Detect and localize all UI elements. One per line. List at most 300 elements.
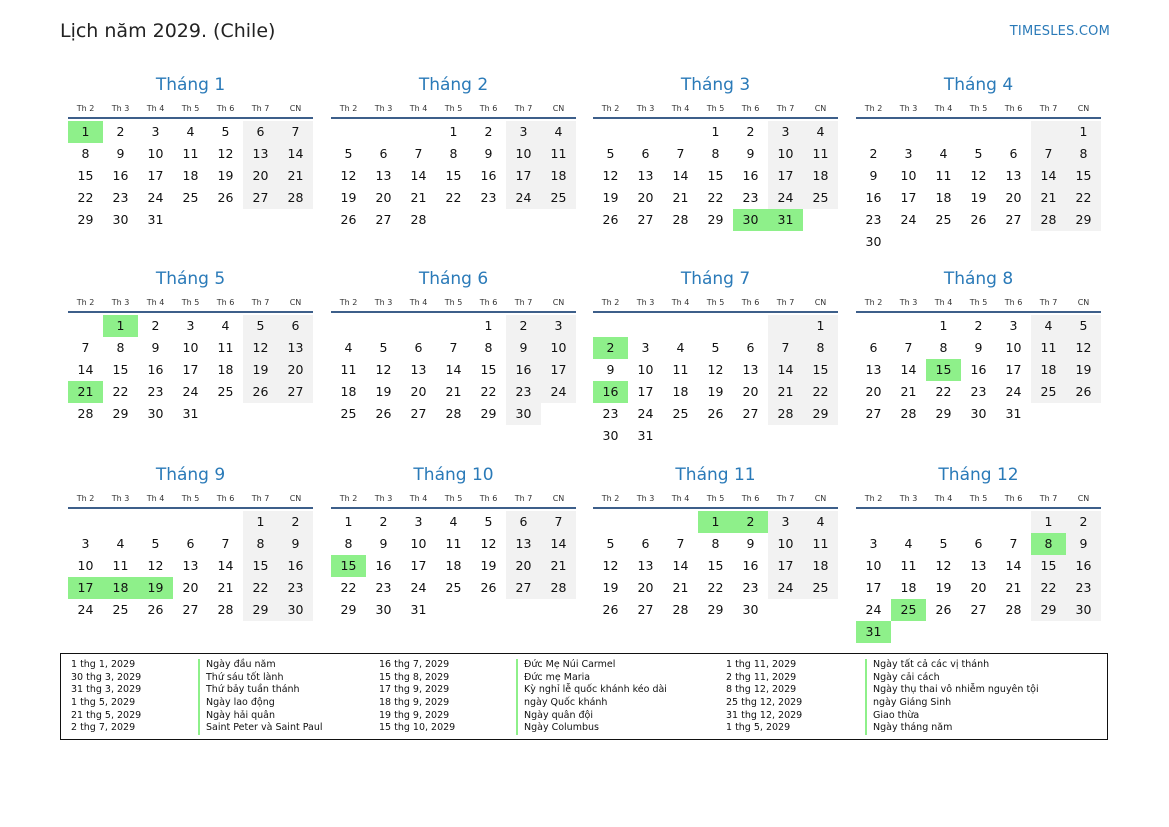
day-cell: 30 — [865, 234, 882, 249]
day-cell: 12 — [147, 558, 164, 573]
day-cell: 20 — [243, 165, 278, 187]
day-cell: 20 — [865, 384, 882, 399]
day-cell: 25 — [672, 406, 689, 421]
day-cell: 13 — [1005, 168, 1022, 183]
header-divider — [331, 311, 576, 313]
day-cell: 4 — [939, 146, 948, 161]
day-cell: 13 — [637, 168, 654, 183]
weekday-label: Th 5 — [706, 494, 725, 503]
day-cell: 4 — [221, 318, 230, 333]
weekday-label: Th 4 — [409, 494, 428, 503]
legend-date: 30 thg 3, 2029 — [71, 671, 142, 683]
day-cell: 29 — [1031, 599, 1066, 621]
day-cell: 26 — [340, 212, 357, 227]
day-cell: 22 — [77, 190, 94, 205]
day-cell: 15 — [77, 168, 94, 183]
header-divider — [856, 311, 1101, 313]
day-cell: 8 — [711, 146, 720, 161]
day-cell: 10 — [147, 146, 164, 161]
weekday-label: Th 7 — [514, 494, 533, 503]
header-divider — [68, 507, 313, 509]
weekday-label: Th 6 — [741, 104, 760, 113]
month-title: Tháng 1 — [155, 75, 226, 95]
header-divider — [593, 117, 838, 119]
day-cell: 6 — [186, 536, 195, 551]
weekday-label: Th 4 — [146, 494, 165, 503]
day-grid — [68, 121, 313, 231]
day-cell: 5 — [243, 315, 278, 337]
legend-holiday-name: Ngày hải quân — [198, 710, 323, 723]
day-cell: 10 — [410, 536, 427, 551]
day-cell: 7 — [221, 536, 230, 551]
day-cell: 7 — [81, 340, 90, 355]
weekday-label: Th 6 — [1004, 298, 1023, 307]
day-cell: 26 — [147, 602, 164, 617]
day-cell: 12 — [602, 168, 619, 183]
weekday-label: Th 5 — [181, 104, 200, 113]
day-cell: 20 — [970, 580, 987, 595]
day-cell: 28 — [900, 406, 917, 421]
day-cell: 19 — [243, 359, 278, 381]
day-cell: 28 — [445, 406, 462, 421]
day-cell: 28 — [672, 212, 689, 227]
month-title: Tháng 10 — [413, 465, 494, 485]
empty-day-cell — [733, 315, 768, 337]
weekday-label: Th 6 — [216, 298, 235, 307]
weekday-header — [331, 491, 576, 507]
day-cell: 3 — [414, 514, 423, 529]
header-divider — [331, 117, 576, 119]
day-cell: 4 — [449, 514, 458, 529]
day-cell: 2 — [116, 124, 125, 139]
day-cell: 14 — [217, 558, 234, 573]
weekday-label: CN — [552, 104, 565, 113]
empty-day-cell — [401, 121, 436, 143]
month-title: Tháng 3 — [680, 75, 751, 95]
day-cell: 25 — [803, 187, 838, 209]
day-cell: 29 — [707, 602, 724, 617]
day-cell: 28 — [410, 212, 427, 227]
day-cell: 31 — [147, 212, 164, 227]
day-cell: 6 — [869, 340, 878, 355]
empty-day-cell — [103, 511, 138, 533]
weekday-label: Th 5 — [444, 494, 463, 503]
day-cell: 1 — [484, 318, 493, 333]
day-cell: 28 — [217, 602, 234, 617]
legend-holiday-name: Ngày tháng năm — [865, 722, 1039, 735]
day-cell: 30 — [742, 602, 759, 617]
day-cell: 9 — [1066, 533, 1101, 555]
day-cell: 10 — [1005, 340, 1022, 355]
empty-day-cell — [856, 315, 891, 337]
weekday-label: Th 6 — [479, 494, 498, 503]
day-cell: 31 — [1005, 406, 1022, 421]
day-cell: 17 — [541, 359, 576, 381]
day-cell: 23 — [1066, 577, 1101, 599]
day-cell: 27 — [865, 406, 882, 421]
weekday-header — [593, 101, 838, 117]
day-cell: 3 — [151, 124, 160, 139]
empty-day-cell — [698, 315, 733, 337]
empty-day-cell — [856, 511, 891, 533]
legend-holiday-name: ngày Quốc khánh — [516, 697, 667, 710]
day-cell: 20 — [637, 580, 654, 595]
weekday-label: CN — [814, 494, 827, 503]
day-cell: 20 — [637, 190, 654, 205]
day-cell: 17 — [182, 362, 199, 377]
day-cell: 4 — [541, 121, 576, 143]
day-cell: 23 — [480, 190, 497, 205]
day-cell: 2 — [869, 146, 878, 161]
day-cell: 18 — [340, 384, 357, 399]
day-cell: 23 — [147, 384, 164, 399]
legend-holiday-name: Ngày cải cách — [865, 672, 1039, 685]
day-cell: 22 — [340, 580, 357, 595]
day-cell: 21 — [410, 190, 427, 205]
weekday-label: Th 2 — [864, 298, 883, 307]
day-cell: 3 — [506, 121, 541, 143]
day-cell: 21 — [1031, 187, 1066, 209]
empty-day-cell — [961, 511, 996, 533]
month-title: Tháng 6 — [418, 269, 489, 289]
day-cell: 13 — [278, 337, 313, 359]
weekday-label: Th 7 — [776, 494, 795, 503]
day-cell: 15 — [707, 558, 724, 573]
day-cell: 6 — [641, 536, 650, 551]
day-cell: 3 — [1009, 318, 1018, 333]
weekday-label: Th 2 — [601, 104, 620, 113]
day-cell: 12 — [970, 168, 987, 183]
day-cell: 29 — [112, 406, 129, 421]
day-cell: 22 — [480, 384, 497, 399]
holiday-day-cell: 2 — [733, 511, 768, 533]
weekday-label: Th 7 — [776, 104, 795, 113]
month-1 — [68, 73, 313, 231]
legend-date: 2 thg 11, 2029 — [726, 671, 797, 683]
weekday-label: Th 4 — [146, 104, 165, 113]
day-cell: 24 — [77, 602, 94, 617]
day-cell: 27 — [506, 577, 541, 599]
day-cell: 3 — [641, 340, 650, 355]
weekday-label: CN — [552, 298, 565, 307]
empty-day-cell — [663, 121, 698, 143]
day-cell: 31 — [410, 602, 427, 617]
day-cell: 24 — [147, 190, 164, 205]
day-cell: 26 — [602, 602, 619, 617]
day-cell: 12 — [243, 337, 278, 359]
holiday-day-cell: 1 — [68, 121, 103, 143]
empty-day-cell — [68, 511, 103, 533]
day-cell: 13 — [506, 533, 541, 555]
day-cell: 24 — [182, 384, 199, 399]
day-cell: 12 — [935, 558, 952, 573]
month-title: Tháng 11 — [675, 465, 756, 485]
weekday-label: CN — [1077, 298, 1090, 307]
day-cell: 14 — [445, 362, 462, 377]
day-cell: 8 — [344, 536, 353, 551]
day-cell: 10 — [865, 558, 882, 573]
day-cell: 11 — [1031, 337, 1066, 359]
weekday-label: CN — [289, 298, 302, 307]
day-cell: 30 — [970, 406, 987, 421]
month-7 — [593, 267, 838, 447]
day-cell: 23 — [278, 577, 313, 599]
day-cell: 7 — [1031, 143, 1066, 165]
day-cell: 25 — [803, 577, 838, 599]
day-cell: 10 — [768, 143, 803, 165]
weekday-label: Th 5 — [444, 298, 463, 307]
empty-day-cell — [208, 511, 243, 533]
header-divider — [68, 117, 313, 119]
weekday-label: Th 7 — [1039, 298, 1058, 307]
day-cell: 4 — [116, 536, 125, 551]
day-cell: 28 — [77, 406, 94, 421]
day-cell: 14 — [410, 168, 427, 183]
day-grid — [68, 511, 313, 621]
month-9 — [68, 463, 313, 621]
day-cell: 24 — [1005, 384, 1022, 399]
weekday-label: Th 5 — [181, 298, 200, 307]
day-cell: 5 — [939, 536, 948, 551]
day-cell: 27 — [182, 602, 199, 617]
legend-date: 31 thg 3, 2029 — [71, 684, 142, 696]
day-cell: 17 — [768, 555, 803, 577]
legend-holiday-name: Giao thừa — [865, 710, 1039, 723]
day-cell: 30 — [147, 406, 164, 421]
day-cell: 18 — [1031, 359, 1066, 381]
day-cell: 11 — [803, 533, 838, 555]
page-title: Lịch năm 2029. (Chile) — [60, 20, 276, 42]
day-cell: 9 — [484, 146, 493, 161]
day-cell: 6 — [278, 315, 313, 337]
day-cell: 18 — [672, 384, 689, 399]
weekday-label: CN — [289, 494, 302, 503]
empty-day-cell — [663, 511, 698, 533]
day-cell: 5 — [974, 146, 983, 161]
day-cell: 19 — [707, 384, 724, 399]
day-cell: 23 — [865, 212, 882, 227]
empty-day-cell — [593, 511, 628, 533]
empty-day-cell — [68, 315, 103, 337]
weekday-label: Th 2 — [864, 104, 883, 113]
header-divider — [856, 507, 1101, 509]
empty-day-cell — [331, 315, 366, 337]
day-cell: 18 — [803, 555, 838, 577]
day-cell: 9 — [869, 168, 878, 183]
site-link[interactable]: TIMESLES.COM — [1009, 24, 1110, 39]
empty-day-cell — [138, 511, 173, 533]
weekday-label: Th 6 — [479, 298, 498, 307]
day-cell: 23 — [602, 406, 619, 421]
month-title: Tháng 5 — [155, 269, 226, 289]
empty-day-cell — [628, 315, 663, 337]
day-cell: 11 — [340, 362, 357, 377]
month-title: Tháng 12 — [938, 465, 1019, 485]
day-cell: 10 — [768, 533, 803, 555]
day-cell: 26 — [480, 580, 497, 595]
day-cell: 21 — [217, 580, 234, 595]
weekday-header — [68, 101, 313, 117]
weekday-label: Th 4 — [409, 298, 428, 307]
day-cell: 17 — [637, 384, 654, 399]
weekday-label: Th 3 — [111, 298, 130, 307]
day-cell: 24 — [768, 577, 803, 599]
day-cell: 28 — [1031, 209, 1066, 231]
day-cell: 16 — [865, 190, 882, 205]
empty-day-cell — [996, 121, 1031, 143]
day-cell: 12 — [340, 168, 357, 183]
empty-day-cell — [891, 315, 926, 337]
holiday-day-cell: 1 — [698, 511, 733, 533]
legend-holiday-name: Thứ sáu tốt lành — [198, 672, 323, 685]
day-cell: 14 — [278, 143, 313, 165]
day-cell: 26 — [1066, 381, 1101, 403]
day-cell: 8 — [803, 337, 838, 359]
day-cell: 21 — [278, 165, 313, 187]
holiday-day-cell: 31 — [856, 621, 891, 643]
empty-day-cell — [628, 511, 663, 533]
day-cell: 3 — [768, 511, 803, 533]
weekday-header — [593, 295, 838, 311]
holiday-day-cell: 8 — [1031, 533, 1066, 555]
legend-names-col-2 — [516, 659, 667, 735]
day-cell: 28 — [278, 187, 313, 209]
empty-day-cell — [1031, 121, 1066, 143]
day-cell: 8 — [116, 340, 125, 355]
holiday-day-cell: 2 — [593, 337, 628, 359]
day-cell: 18 — [935, 190, 952, 205]
day-cell: 27 — [375, 212, 392, 227]
day-cell: 13 — [410, 362, 427, 377]
day-cell: 9 — [116, 146, 125, 161]
day-cell: 1 — [1066, 121, 1101, 143]
day-cell: 18 — [445, 558, 462, 573]
empty-day-cell — [593, 315, 628, 337]
day-cell: 3 — [81, 536, 90, 551]
holiday-day-cell: 15 — [926, 359, 961, 381]
day-cell: 24 — [506, 187, 541, 209]
day-cell: 21 — [768, 381, 803, 403]
day-cell: 21 — [672, 190, 689, 205]
legend-date: 21 thg 5, 2029 — [71, 709, 142, 721]
day-cell: 12 — [375, 362, 392, 377]
month-title: Tháng 2 — [418, 75, 489, 95]
day-cell: 17 — [900, 190, 917, 205]
day-cell: 2 — [484, 124, 493, 139]
legend-date: 18 thg 9, 2029 — [379, 697, 450, 709]
weekday-header — [856, 101, 1101, 117]
weekday-label: Th 6 — [741, 494, 760, 503]
day-cell: 23 — [506, 381, 541, 403]
day-cell: 19 — [375, 384, 392, 399]
day-cell: 27 — [278, 381, 313, 403]
weekday-header — [593, 491, 838, 507]
day-cell: 4 — [186, 124, 195, 139]
day-cell: 7 — [904, 340, 913, 355]
weekday-label: Th 5 — [706, 104, 725, 113]
day-cell: 17 — [768, 165, 803, 187]
day-cell: 6 — [974, 536, 983, 551]
day-cell: 10 — [506, 143, 541, 165]
day-cell: 20 — [182, 580, 199, 595]
day-cell: 9 — [606, 362, 615, 377]
day-cell: 7 — [449, 340, 458, 355]
legend-holiday-name: Ngày Columbus — [516, 722, 667, 735]
day-cell: 30 — [112, 212, 129, 227]
day-cell: 26 — [602, 212, 619, 227]
header-divider — [331, 507, 576, 509]
day-cell: 28 — [1005, 602, 1022, 617]
day-cell: 19 — [970, 190, 987, 205]
weekday-header — [68, 491, 313, 507]
day-cell: 7 — [1009, 536, 1018, 551]
day-cell: 23 — [742, 190, 759, 205]
legend-date: 25 thg 12, 2029 — [726, 697, 803, 709]
empty-day-cell — [366, 121, 401, 143]
legend-holiday-name: Đức mẹ Maria — [516, 672, 667, 685]
weekday-label: Th 2 — [339, 494, 358, 503]
day-cell: 6 — [379, 146, 388, 161]
holiday-day-cell: 1 — [103, 315, 138, 337]
day-cell: 24 — [900, 212, 917, 227]
day-cell: 30 — [375, 602, 392, 617]
day-cell: 5 — [1066, 315, 1101, 337]
legend-date: 1 thg 5, 2029 — [726, 722, 791, 734]
day-cell: 27 — [637, 602, 654, 617]
month-10 — [331, 463, 576, 621]
day-cell: 21 — [1005, 580, 1022, 595]
day-cell: 16 — [1066, 555, 1101, 577]
day-cell: 4 — [344, 340, 353, 355]
empty-day-cell — [891, 511, 926, 533]
day-cell: 14 — [77, 362, 94, 377]
weekday-label: Th 4 — [146, 298, 165, 307]
day-cell: 19 — [340, 190, 357, 205]
empty-day-cell — [961, 121, 996, 143]
day-cell: 6 — [746, 340, 755, 355]
holiday-day-cell: 21 — [68, 381, 103, 403]
weekday-label: Th 7 — [1039, 104, 1058, 113]
empty-day-cell — [856, 121, 891, 143]
weekday-label: Th 4 — [409, 104, 428, 113]
weekday-header — [331, 101, 576, 117]
day-cell: 30 — [506, 403, 541, 425]
legend-holiday-name: Thứ bảy tuần thánh — [198, 684, 323, 697]
day-cell: 28 — [768, 403, 803, 425]
day-cell: 8 — [939, 340, 948, 355]
day-cell: 4 — [803, 511, 838, 533]
legend-date: 1 thg 11, 2029 — [726, 659, 797, 670]
day-cell: 22 — [935, 384, 952, 399]
day-cell: 4 — [803, 121, 838, 143]
day-cell: 12 — [707, 362, 724, 377]
weekday-label: Th 2 — [339, 104, 358, 113]
month-2 — [331, 73, 576, 231]
day-cell: 29 — [243, 599, 278, 621]
legend-dates-col-1 — [71, 659, 141, 735]
day-cell: 10 — [541, 337, 576, 359]
day-cell: 6 — [1009, 146, 1018, 161]
day-cell: 22 — [707, 190, 724, 205]
day-cell: 11 — [541, 143, 576, 165]
day-cell: 10 — [182, 340, 199, 355]
day-grid — [331, 121, 576, 231]
day-cell: 1 — [449, 124, 458, 139]
day-cell: 17 — [506, 165, 541, 187]
day-cell: 25 — [112, 602, 129, 617]
day-cell: 7 — [768, 337, 803, 359]
day-cell: 20 — [410, 384, 427, 399]
